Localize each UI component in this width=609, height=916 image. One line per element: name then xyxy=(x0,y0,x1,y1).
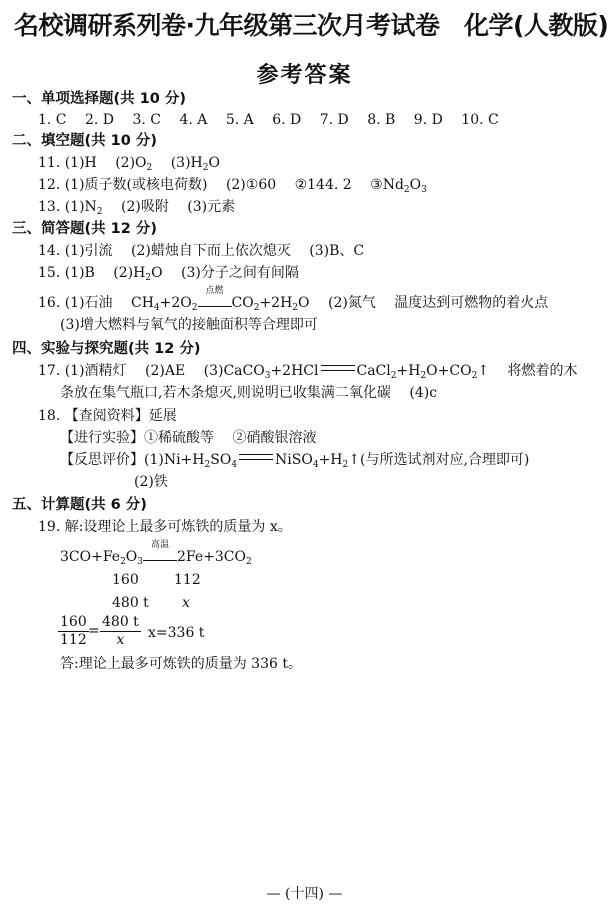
answer-part: (2)蜡烛自下而上依次熄灭 xyxy=(131,243,291,259)
answer-part: 12. (1)质子数(或核电荷数) xyxy=(38,177,208,193)
gas-arrow-icon: ↑ xyxy=(477,363,490,379)
answer-part: 将燃着的木 xyxy=(507,363,578,379)
fraction-denominator: x xyxy=(116,632,125,648)
answer-part: 14. (1)引流 xyxy=(38,243,113,259)
reaction-arrow-line xyxy=(143,560,177,561)
answer-part: (3)H xyxy=(170,155,203,171)
subscript: 2 xyxy=(342,460,349,470)
section-heading-5: 五、计算题(共 6 分) xyxy=(12,497,147,513)
answer-part: (2)H xyxy=(113,265,146,281)
answer-part: (3)B、C xyxy=(309,243,365,259)
formula-part: (3)CaCO xyxy=(203,363,265,379)
answer-part: 条放在集气瓶口,若木条熄灭,则说明已收集满二氧化碳 xyxy=(60,385,391,401)
answer-18-experiment xyxy=(60,429,316,447)
given-mass: 480 t xyxy=(112,595,149,611)
answer-17 xyxy=(38,362,578,380)
answer-part: (2)吸附 xyxy=(120,199,169,215)
unknown-x: x xyxy=(182,595,190,611)
formula-part: O+CO xyxy=(426,363,472,379)
answer-part: O xyxy=(151,265,163,281)
reaction-condition xyxy=(143,540,177,561)
molar-mass-fe2o3: 160 xyxy=(112,572,139,588)
mc-answer: 4. A xyxy=(179,112,208,128)
mc-answer: 3. C xyxy=(132,112,162,128)
formula-part: +2HCl xyxy=(270,363,319,379)
answer-part: (2)AE xyxy=(145,363,186,379)
answer-part: 13. (1)N xyxy=(38,199,97,215)
subscript: 2 xyxy=(191,303,198,313)
mc-answer: 6. D xyxy=(272,112,302,128)
subscript: 3 xyxy=(421,185,427,195)
reaction-equation-19 xyxy=(60,540,252,567)
answer-part: O xyxy=(208,155,220,171)
page-title: 名校调研系列卷·九年级第三次月考试卷 化学(人教版) xyxy=(14,11,609,40)
section-heading-2: 二、填空题(共 10 分) xyxy=(12,133,158,149)
mc-answer: 1. C xyxy=(38,112,67,128)
molar-mass-fe: 112 xyxy=(174,572,201,588)
answer-part: ②硝酸银溶液 xyxy=(232,430,317,446)
fraction-numerator: 160 xyxy=(60,614,87,630)
answer-part: 【进行实验】①稀硫酸等 xyxy=(60,430,214,446)
formula-part: +2O xyxy=(159,295,192,311)
answer-part: 11. (1)H xyxy=(38,155,97,171)
answer-16-line2: (3)增大燃料与氧气的接触面积等合理即可 xyxy=(60,317,318,333)
formula-part: O xyxy=(125,549,138,565)
result: x=336 t xyxy=(148,625,205,641)
subscript: 2 xyxy=(403,185,410,195)
formula-part: +H xyxy=(396,363,421,379)
subscript: 2 xyxy=(390,371,397,381)
answer-14 xyxy=(38,242,364,260)
mc-answer: 10. C xyxy=(461,112,499,128)
formula-part: 2Fe+3CO xyxy=(177,549,246,565)
formula-part: CO xyxy=(231,295,254,311)
answer-part: 17. (1)酒精灯 xyxy=(38,363,127,379)
section-heading-1: 一、单项选择题(共 10 分) xyxy=(12,91,187,107)
subscript: 4 xyxy=(231,460,238,470)
answer-part: 15. (1)B xyxy=(38,265,95,281)
mc-answer: 7. D xyxy=(319,112,349,128)
equals-sign xyxy=(239,454,273,460)
ratio-fraction-2 xyxy=(100,614,141,649)
answer-11 xyxy=(38,154,220,172)
answer-part: (4)c xyxy=(409,385,438,401)
answer-part: O xyxy=(409,177,422,193)
gas-arrow-icon: ↑ xyxy=(348,452,360,468)
formula-part: +2H xyxy=(259,295,293,311)
subscript: 2 xyxy=(420,371,427,381)
reaction-condition xyxy=(198,286,232,307)
subscript: 2 xyxy=(120,557,126,567)
condition-label: 高温 xyxy=(151,540,170,550)
answer-18-part2: (2)铁 xyxy=(134,474,168,490)
subscript: 2 xyxy=(96,207,103,217)
formula-part: CH xyxy=(131,295,154,311)
subscript: 2 xyxy=(204,460,211,470)
mc-answer: 9. D xyxy=(413,112,443,128)
subscript: 2 xyxy=(245,557,252,567)
subscript: 2 xyxy=(146,163,153,173)
formula-part: 【反思评价】(1)Ni+H xyxy=(60,452,205,468)
answer-part: (2)氮气 xyxy=(327,295,376,311)
mc-answers xyxy=(38,111,499,129)
formula-part: O xyxy=(298,295,310,311)
subscript: 2 xyxy=(253,303,260,313)
final-answer: 答:理论上最多可炼铁的质量为 336 t。 xyxy=(60,656,302,672)
answer-part: (3)元素 xyxy=(187,199,236,215)
fraction-denominator: 112 xyxy=(60,632,87,648)
answer-16 xyxy=(38,286,549,313)
answer-part: ②144. 2 xyxy=(294,177,352,193)
formula-part: SO xyxy=(210,452,232,468)
subscript: 3 xyxy=(137,557,144,567)
subscript: 2 xyxy=(471,371,478,381)
answer-key-heading: 参考答案 xyxy=(256,63,353,88)
answer-part: (2)①60 xyxy=(225,177,277,193)
subscript: 4 xyxy=(153,303,160,313)
answer-part: (2)O xyxy=(115,155,147,171)
ratio-fraction-1 xyxy=(58,614,89,649)
answer-19: 19. 解:设理论上最多可炼铁的质量为 x。 xyxy=(38,519,292,535)
answer-part: (与所选试剂对应,合理即可) xyxy=(360,452,530,468)
subscript: 3 xyxy=(264,371,271,381)
answer-part: ③Nd xyxy=(370,177,404,193)
answer-part: (3)分子之间有间隔 xyxy=(181,265,299,281)
subscript: 4 xyxy=(312,460,319,470)
answer-17-line2 xyxy=(60,384,437,402)
answer-18: 18. 【查阅资料】延展 xyxy=(38,408,177,424)
subscript: 2 xyxy=(292,303,299,313)
formula-part: NiSO xyxy=(275,452,313,468)
answer-18-reflection xyxy=(60,451,529,469)
answer-12 xyxy=(38,176,427,194)
reaction-arrow-line xyxy=(198,306,232,307)
equals-text: = xyxy=(88,623,100,639)
answer-part: 16. (1)石油 xyxy=(38,295,113,311)
section-heading-3: 三、简答题(共 12 分) xyxy=(12,221,158,237)
equals-sign xyxy=(321,365,355,371)
fraction-numerator: 480 t xyxy=(102,614,139,630)
answer-13 xyxy=(38,198,235,216)
subscript: 2 xyxy=(145,273,152,283)
section-heading-4: 四、实验与探究题(共 12 分) xyxy=(12,341,201,357)
answer-15 xyxy=(38,264,299,282)
subscript: 2 xyxy=(202,163,209,173)
mc-answer: 8. B xyxy=(367,112,396,128)
formula-part: +H xyxy=(318,452,343,468)
page-number: — (十四) — xyxy=(266,886,343,902)
mc-answer: 5. A xyxy=(225,112,254,128)
answer-part: 温度达到可燃物的着火点 xyxy=(394,295,549,311)
condition-label: 点燃 xyxy=(205,286,224,296)
formula-part: 3CO+Fe xyxy=(60,549,121,565)
mc-answer: 2. D xyxy=(84,112,115,128)
formula-part: CaCl xyxy=(356,363,391,379)
